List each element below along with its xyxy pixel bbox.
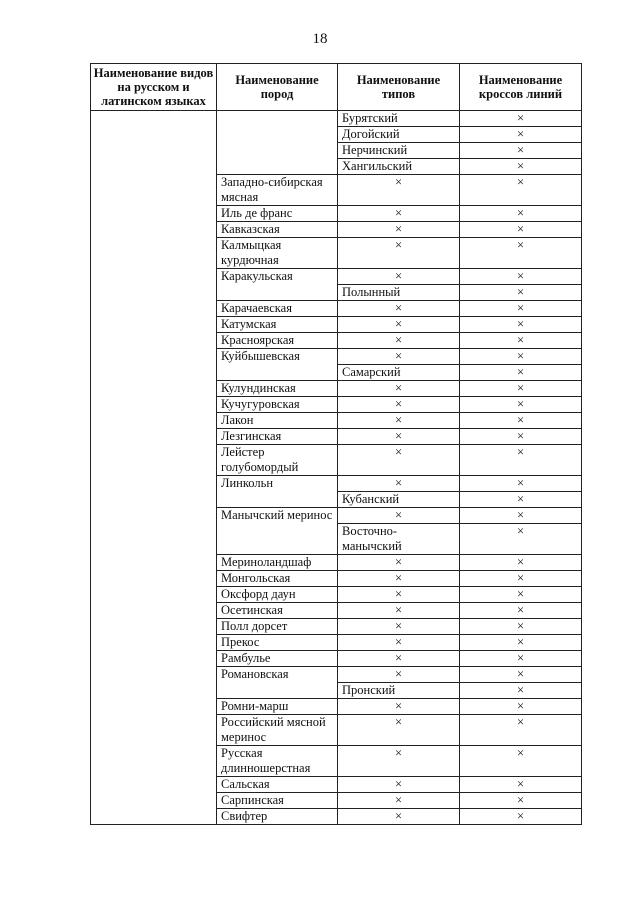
cross-cell: × bbox=[460, 127, 582, 143]
cross-cell: × bbox=[460, 619, 582, 635]
type-cell: × bbox=[338, 746, 460, 777]
breeds-table bbox=[90, 63, 582, 825]
type-cell: × bbox=[338, 349, 460, 365]
type-cell: × bbox=[338, 222, 460, 238]
header-types: Наименование типов bbox=[338, 64, 460, 111]
cross-cell: × bbox=[460, 349, 582, 365]
cross-cell: × bbox=[460, 381, 582, 397]
cross-cell: × bbox=[460, 285, 582, 301]
type-cell: × bbox=[338, 429, 460, 445]
type-cell: × bbox=[338, 381, 460, 397]
breed-cell: Катумская bbox=[217, 317, 338, 333]
breed-cell: Лейстер голубомордый bbox=[217, 445, 338, 476]
cross-cell: × bbox=[460, 175, 582, 206]
header-crosses: Наименование кроссов линий bbox=[460, 64, 582, 111]
cross-cell: × bbox=[460, 365, 582, 381]
type-cell: × bbox=[338, 793, 460, 809]
breed-cell bbox=[217, 111, 338, 175]
breed-cell: Линкольн bbox=[217, 476, 338, 508]
cross-cell: × bbox=[460, 746, 582, 777]
table-header-row bbox=[91, 64, 582, 111]
type-cell: Догойский bbox=[338, 127, 460, 143]
cross-cell: × bbox=[460, 571, 582, 587]
type-cell: × bbox=[338, 175, 460, 206]
type-cell: × bbox=[338, 619, 460, 635]
cross-cell: × bbox=[460, 603, 582, 619]
header-breeds: Наименование пород bbox=[217, 64, 338, 111]
type-cell: × bbox=[338, 809, 460, 825]
breed-cell: Каракульская bbox=[217, 269, 338, 301]
type-cell: Кубанский bbox=[338, 492, 460, 508]
type-cell: × bbox=[338, 269, 460, 285]
type-cell: × bbox=[338, 699, 460, 715]
cross-cell: × bbox=[460, 635, 582, 651]
table-body bbox=[91, 111, 582, 825]
breed-cell: Манычский меринос bbox=[217, 508, 338, 555]
cross-cell: × bbox=[460, 238, 582, 269]
breed-cell: Монгольская bbox=[217, 571, 338, 587]
cross-cell: × bbox=[460, 683, 582, 699]
type-cell: × bbox=[338, 777, 460, 793]
type-cell: × bbox=[338, 238, 460, 269]
cross-cell: × bbox=[460, 667, 582, 683]
cross-cell: × bbox=[460, 397, 582, 413]
cross-cell: × bbox=[460, 445, 582, 476]
cross-cell: × bbox=[460, 413, 582, 429]
breed-cell: Оксфорд даун bbox=[217, 587, 338, 603]
cross-cell: × bbox=[460, 555, 582, 571]
breed-cell: Сальская bbox=[217, 777, 338, 793]
page-number: 18 bbox=[312, 31, 328, 47]
type-cell: × bbox=[338, 603, 460, 619]
breed-cell: Куйбышевская bbox=[217, 349, 338, 381]
cross-cell: × bbox=[460, 143, 582, 159]
type-cell: × bbox=[338, 571, 460, 587]
type-cell: × bbox=[338, 555, 460, 571]
breed-cell: Калмыцкая курдючная bbox=[217, 238, 338, 269]
cross-cell: × bbox=[460, 793, 582, 809]
breed-cell: Карачаевская bbox=[217, 301, 338, 317]
cross-cell: × bbox=[460, 429, 582, 445]
type-cell: Самарский bbox=[338, 365, 460, 381]
type-cell: Полынный bbox=[338, 285, 460, 301]
breed-cell: Кавказская bbox=[217, 222, 338, 238]
breed-cell: Рамбулье bbox=[217, 651, 338, 667]
header-species: Наименование видов на русском и латинском языках bbox=[91, 64, 217, 111]
type-cell: × bbox=[338, 476, 460, 492]
cross-cell: × bbox=[460, 651, 582, 667]
cross-cell: × bbox=[460, 715, 582, 746]
type-cell: × bbox=[338, 445, 460, 476]
type-cell: Бурятский bbox=[338, 111, 460, 127]
breed-cell: Лакон bbox=[217, 413, 338, 429]
type-cell: × bbox=[338, 317, 460, 333]
breed-cell: Сарпинская bbox=[217, 793, 338, 809]
type-cell: × bbox=[338, 413, 460, 429]
breed-cell: Полл дорсет bbox=[217, 619, 338, 635]
cross-cell: × bbox=[460, 269, 582, 285]
cross-cell: × bbox=[460, 476, 582, 492]
breed-cell: Свифтер bbox=[217, 809, 338, 825]
type-cell: × bbox=[338, 333, 460, 349]
cross-cell: × bbox=[460, 699, 582, 715]
breed-cell: Романовская bbox=[217, 667, 338, 699]
cross-cell: × bbox=[460, 301, 582, 317]
breed-cell: Мериноландшаф bbox=[217, 555, 338, 571]
breed-cell: Кучугуровская bbox=[217, 397, 338, 413]
breed-cell: Ромни-марш bbox=[217, 699, 338, 715]
type-cell: × bbox=[338, 397, 460, 413]
type-cell: × bbox=[338, 301, 460, 317]
type-cell: Восточно-манычский bbox=[338, 524, 460, 555]
breed-cell: Красноярская bbox=[217, 333, 338, 349]
cross-cell: × bbox=[460, 111, 582, 127]
cross-cell: × bbox=[460, 333, 582, 349]
breed-cell: Кулундинская bbox=[217, 381, 338, 397]
type-cell: × bbox=[338, 508, 460, 524]
type-cell: × bbox=[338, 635, 460, 651]
breed-cell: Лезгинская bbox=[217, 429, 338, 445]
table-row bbox=[91, 111, 582, 127]
cross-cell: × bbox=[460, 524, 582, 555]
cross-cell: × bbox=[460, 809, 582, 825]
breed-cell: Западно-сибирская мясная bbox=[217, 175, 338, 206]
breed-cell: Осетинская bbox=[217, 603, 338, 619]
cross-cell: × bbox=[460, 587, 582, 603]
cross-cell: × bbox=[460, 777, 582, 793]
type-cell: Нерчинский bbox=[338, 143, 460, 159]
cross-cell: × bbox=[460, 317, 582, 333]
type-cell: × bbox=[338, 587, 460, 603]
type-cell: Хангильский bbox=[338, 159, 460, 175]
type-cell: × bbox=[338, 651, 460, 667]
type-cell: × bbox=[338, 715, 460, 746]
cross-cell: × bbox=[460, 159, 582, 175]
species-cell bbox=[91, 111, 217, 825]
breed-cell: Русская длинношерстная bbox=[217, 746, 338, 777]
type-cell: Пронский bbox=[338, 683, 460, 699]
cross-cell: × bbox=[460, 508, 582, 524]
cross-cell: × bbox=[460, 222, 582, 238]
breed-cell: Российский мясной меринос bbox=[217, 715, 338, 746]
type-cell: × bbox=[338, 667, 460, 683]
cross-cell: × bbox=[460, 206, 582, 222]
breed-cell: Иль де франс bbox=[217, 206, 338, 222]
cross-cell: × bbox=[460, 492, 582, 508]
breed-cell: Прекос bbox=[217, 635, 338, 651]
type-cell: × bbox=[338, 206, 460, 222]
